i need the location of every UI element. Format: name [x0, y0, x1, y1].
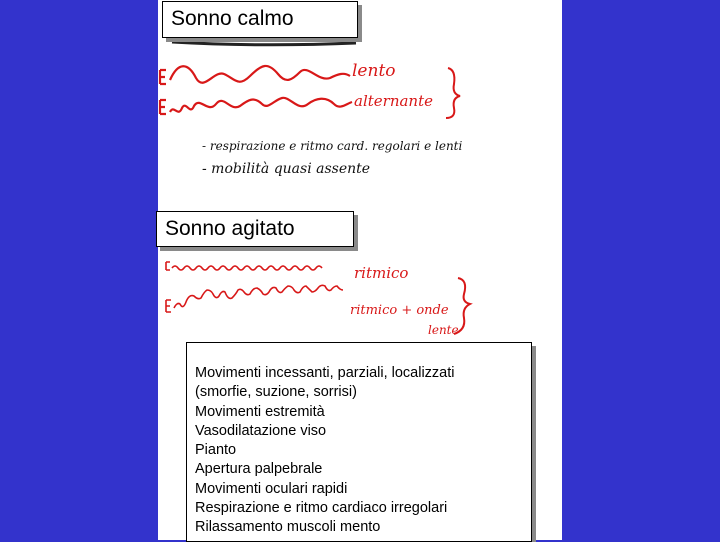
- agitated-rhythmic-trace: [166, 262, 322, 270]
- agitated-slow-wave-trace: [166, 285, 343, 312]
- feature-line: Movimenti oculari rapidi: [195, 480, 348, 497]
- calm-bracket: [446, 68, 460, 118]
- feature-line: Rilassamento muscoli mento: [195, 519, 381, 536]
- feature-line: Pianto: [195, 442, 237, 459]
- calm-sleep-title: Sonno calmo: [162, 1, 358, 38]
- calm-alternating-trace: [160, 98, 352, 114]
- agitated-features-box: [186, 342, 532, 542]
- feature-line: (smorfie, suzione, sorrisi): [195, 384, 357, 401]
- feature-line: Vasodilatazione viso: [195, 422, 327, 439]
- calm-note-breathing: - respirazione e ritmo card. regolari e lenti: [202, 139, 463, 153]
- calm-trace1-label: lento: [352, 61, 396, 81]
- agitated-sleep-title: Sonno agitato: [156, 211, 354, 247]
- feature-line: Apertura palpebrale: [195, 461, 323, 478]
- calm-note-mobility: - mobilità quasi assente: [202, 161, 371, 177]
- calm-slow-trace: [160, 66, 350, 84]
- agitated-trace2-label: ritmico + onde: [350, 303, 449, 318]
- feature-line: Movimenti estremità: [195, 403, 325, 420]
- calm-trace2-label: alternante: [354, 92, 433, 110]
- agitated-trace1-label: ritmico: [354, 264, 409, 282]
- feature-line: Respirazione e ritmo cardiaco irregolari: [195, 500, 448, 517]
- feature-line: Movimenti incessanti, parziali, localizzati: [195, 365, 455, 381]
- agitated-trace2-label-cont: lente: [428, 323, 459, 337]
